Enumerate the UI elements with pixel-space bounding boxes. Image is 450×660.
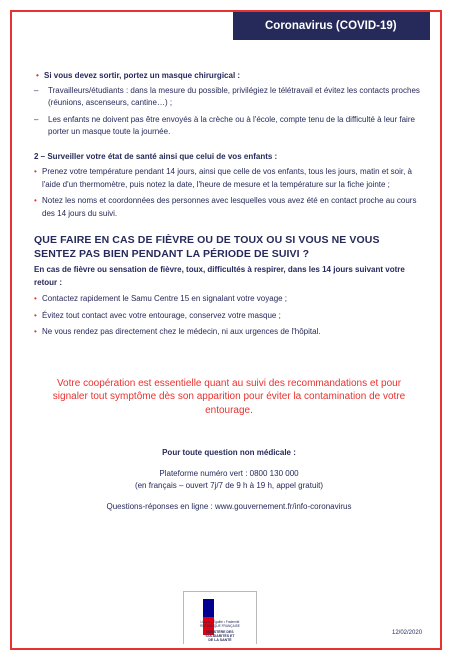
page-header: Coronavirus (COVID-19) (233, 12, 430, 40)
phone-line: Plateforme numéro vert : 0800 130 000 (159, 468, 299, 478)
fever-title: QUE FAIRE EN CAS DE FIÈVRE OU DE TOUX OU SI VOUS NE VOUS SENTEZ PAS BIEN PENDANT LA PÉRIODE DE SUIVI ? (34, 234, 380, 260)
workers-item: – Travailleurs/étudiants : dans la mesure du possible, privilégiez le télétravail et évitez les contacts proches (réunions, ascenseurs, cantine…) ; (34, 85, 424, 110)
fever-item-3: • Ne vous rendez pas directement chez le médecin, ni aux urgences de l'hôpital. (34, 326, 424, 339)
mask-bullet: • Si vous devez sortir, portez un masque chirurgical : (36, 70, 424, 83)
contacts-item: • Notez les noms et coordonnées des personnes avec lesquelles vous avez été en contact proche au cours des 14 jours du suivi. (34, 195, 424, 220)
flag-blue (203, 599, 214, 617)
fever-item-2: • Évitez tout contact avec votre entourage, conservez votre masque ; (34, 310, 424, 323)
fever-item-1: • Contactez rapidement le Samu Centre 15 en signalant votre voyage ; (34, 293, 424, 306)
cooperation-message: Votre coopération est essentielle quant au suivi des recommandations et pour signaler tout symptôme dès son apparition pour éviter la contamination de votre entourage. (52, 377, 406, 416)
flag-white (214, 599, 225, 617)
children-item: – Les enfants ne doivent pas être envoyés à la crèche ou à l'école, compte tenu de la difficulté à leur faire porter un masque toute la journée. (34, 114, 424, 139)
fever-lead: En cas de fièvre ou sensation de fièvre, toux, difficultés à respirer, dans les 14 jours suivant votre retour : (34, 265, 405, 287)
hours-line: (en français – ouvert 7j/7 de 9 h à 19 h, appel gratuit) (134, 481, 324, 490)
contact-heading: Pour toute question non médicale : (162, 448, 296, 457)
marianne-flag-icon (203, 599, 235, 617)
health-heading: 2 – Surveiller votre état de santé ainsi que celui de vos enfants : (34, 151, 278, 161)
temperature-item: • Prenez votre température pendant 14 jours, ainsi que celle de vos enfants, tous les jours, matin et soir, à l'aide d'un thermomètre, puis notez la date, l'heure de mesure et la température sur la fiche jointe ; (34, 166, 424, 191)
document-body (34, 70, 424, 513)
faq-link[interactable]: Questions-réponses en ligne : www.gouvernement.fr/info-coronavirus (106, 501, 352, 511)
logo-motto: Liberté • Égalité • Fraternité RÉPUBLIQUE FRANÇAISE (200, 620, 240, 628)
document-date: 12/02/2020 (392, 630, 423, 636)
ministry-label: MINISTÈRE DES SOLIDARITÉS ET DE LA SANTÉ (205, 630, 235, 643)
